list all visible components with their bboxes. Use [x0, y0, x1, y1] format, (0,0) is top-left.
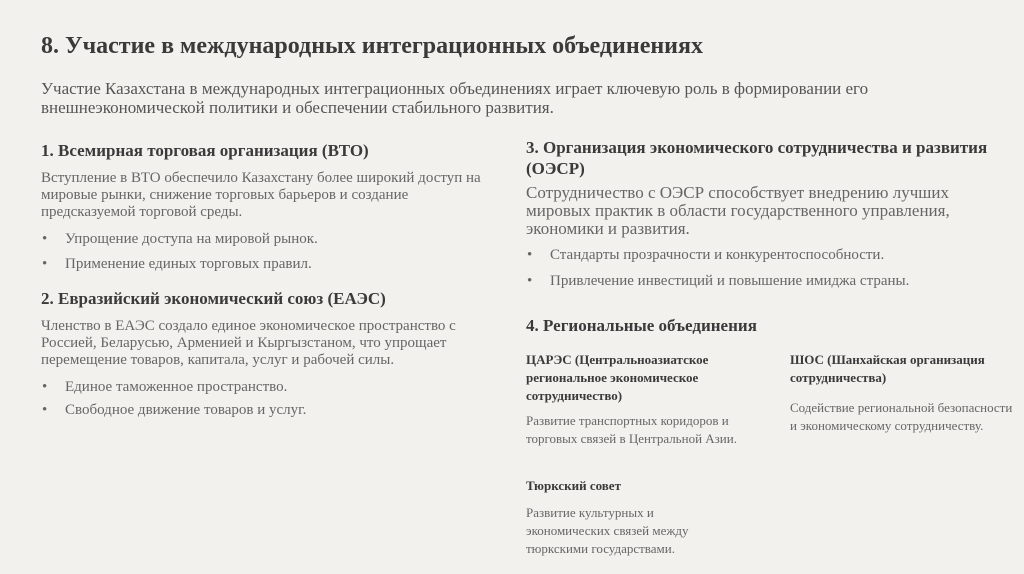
- card-text: Развитие культурных и экономических связей между тюркскими государствами.: [526, 505, 689, 556]
- card-title: Тюркский совет: [526, 478, 621, 493]
- regional-card-turkic: [526, 477, 726, 558]
- regional-card-sco: [790, 351, 1015, 435]
- section-heading-regional: 4. Региональные объединения: [526, 316, 757, 335]
- bullet-icon: •: [42, 379, 48, 395]
- right-column: [526, 137, 996, 290]
- left-column: [41, 140, 501, 419]
- list-item: • Стандарты прозрачности и конкурентоспособности.: [527, 247, 885, 263]
- bullet-icon: •: [42, 256, 48, 272]
- section-heading: 1. Всемирная торговая организация (ВТО): [41, 141, 369, 160]
- slide-title: 8. Участие в международных интеграционных объединениях: [41, 33, 703, 59]
- bullet-icon: •: [42, 231, 48, 247]
- card-title: ЦАРЭС (Центральноазиатское региональное экономическое сотрудничество): [526, 352, 709, 403]
- bullet-icon: •: [42, 402, 48, 418]
- section-oecd: [526, 137, 996, 290]
- list-item: • Привлечение инвестиций и повышение имиджа страны.: [527, 273, 910, 289]
- section-wto: [41, 140, 501, 273]
- list-item: • Упрощение доступа на мировой рынок.: [42, 231, 318, 247]
- card-text: Развитие транспортных коридоров и торговых связей в Центральной Азии.: [526, 413, 737, 446]
- section-text: Сотрудничество с ОЭСР способствует внедрению лучших мировых практик в области государственного управления, экономики и развития.: [526, 183, 950, 238]
- list-item: • Свободное движение товаров и услуг.: [42, 402, 307, 418]
- bullet-icon: •: [527, 247, 533, 263]
- section-text: Членство в ЕАЭС создало единое экономическое пространство с Россией, Беларусью, Арменией и Кыргызстаном, что упрощает перемещение товаров, капитала, услуг и рабочей силы.: [41, 318, 456, 368]
- card-title: ШОС (Шанхайская организация сотрудничества): [790, 352, 985, 385]
- regional-card-carec: [526, 351, 746, 448]
- bullet-list: [41, 379, 501, 419]
- section-eaeu: [41, 288, 501, 419]
- bullet-list: [41, 231, 501, 273]
- bullet-list: [526, 247, 996, 290]
- intro-text: Участие Казахстана в международных интеграционных объединениях играет ключевую роль в формировании его внешнеэкономической политики и обеспечении стабильного развития.: [41, 79, 869, 117]
- bullet-icon: •: [527, 273, 533, 289]
- card-text: Содействие региональной безопасности и экономическому сотрудничеству.: [790, 400, 1013, 433]
- section-text: Вступление в ВТО обеспечило Казахстану более широкий доступ на мировые рынки, снижение торговых барьеров и создание предсказуемой торговой среды.: [41, 170, 481, 220]
- section-heading: 3. Организация экономического сотрудничества и развития (ОЭСР): [526, 138, 988, 178]
- list-item: • Применение единых торговых правил.: [42, 256, 312, 272]
- list-item: • Единое таможенное пространство.: [42, 379, 288, 395]
- section-heading: 2. Евразийский экономический союз (ЕАЭС): [41, 289, 386, 308]
